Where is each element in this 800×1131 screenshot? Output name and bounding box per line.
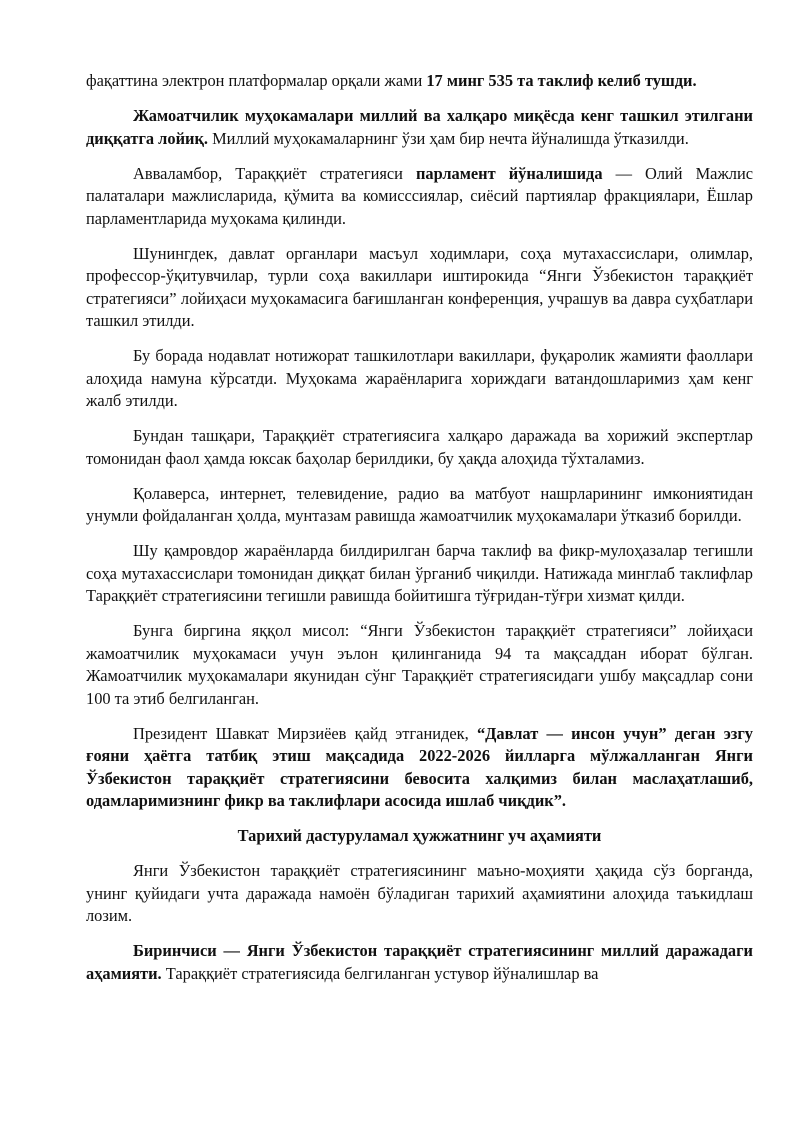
paragraph-6: Бундан ташқари, Тараққиёт стратегиясига халқаро даражада ва хорижий экспертлар томонидан фаол ҳамда юксак баҳолар берилдики, бу ҳақда алоҳида тўхталамиз. xyxy=(86,426,753,468)
paragraph-3-bold: парламент йўналишида xyxy=(415,163,603,183)
paragraph-3 xyxy=(86,163,753,231)
paragraph-10-text: Президент Шавкат Мирзиёев қайд этганидек, xyxy=(133,723,477,743)
paragraph-8: Шу қамровдор жараёнларда билдирилган барча таклиф ва фикр-мулоҳазалар тегишли соҳа мутахассислари томонидан диққат билан ўрганиб чиқилди. Натижада минглаб таклифлар Тараққиёт стратегиясини тегишли равишда бойитишга тўғридан-тўғри хизмат қилди. xyxy=(86,541,753,605)
paragraph-11: Янги Ўзбекистон тараққиёт стратегиясининг маъно-моҳияти ҳақида сўз борганда, унинг қуйидаги учта даражада намоён бўладиган тарихий аҳамиятини алоҳида таъкидлаш лозим. xyxy=(86,861,753,925)
section-heading: Тарихий дастуруламал ҳужжатнинг уч аҳамияти xyxy=(237,826,602,845)
paragraph-12-text: Тараққиёт стратегиясида белгиланган устувор йўналишлар ва xyxy=(161,963,599,983)
paragraph-7: Қолаверса, интернет, телевидение, радио ва матбуот нашрларининг имкониятидан унумли фойдаланган ҳолда, мунтазам равишда жамоатчилик муҳокамалари ўтказиб борилди. xyxy=(86,483,753,525)
paragraph-10-bold-quote: “Давлат — инсон учун” деган эзгу ғояни ҳаётга татбиқ этиш мақсадида 2022-2026 йилларга мўлжалланган Янги Ўзбекистон тараққиёт стратегиясини бевосита халқимиз билан маслаҳатлашиб, одамларимизнинг фикр ва таклифлари асосида ишлаб чиқдик”. xyxy=(86,723,753,810)
paragraph-2-bold: Жамоатчилик муҳокамалари миллий ва халқаро миқёсда кенг ташкил этилгани диққатга лойиқ. xyxy=(86,106,753,148)
paragraph-2-text: Миллий муҳокамаларнинг ўзи ҳам бир нечта йўналишда ўтказилди. xyxy=(208,128,689,148)
paragraph-5: Бу борада нодавлат нотижорат ташкилотлари вакиллари, фуқаролик жамияти фаоллари алоҳида намуна кўрсатди. Муҳокама жараёнларига хориждаги ватандошларимиз ҳам кенг жалб этилди. xyxy=(86,346,753,410)
paragraph-10 xyxy=(86,723,753,813)
paragraph-9: Бунга биргина яққол мисол: “Янги Ўзбекистон тараққиёт стратегияси” лойиҳаси жамоатчилик муҳокамаси учун эълон қилинганида 94 та мақсаддан иборат бўлган. Жамоатчилик муҳокамалари якунидан сўнг Тараққиёт стратегиясидаги ушбу мақсадлар сони 100 та этиб белгиланган. xyxy=(86,621,753,708)
paragraph-1 xyxy=(86,70,753,93)
paragraph-12 xyxy=(86,940,753,985)
paragraph-3-text-start: Авваламбор, Тараққиёт стратегияси xyxy=(133,163,416,183)
paragraph-1-text: фақаттина электрон платформалар орқали жами xyxy=(86,71,427,90)
paragraph-4: Шунингдек, давлат органлари масъул ходимлари, соҳа мутахассислари, олимлар, профессор-ўқитувчилар, турли соҳа вакиллари иштирокида “Янги Ўзбекистон тараққиёт стратегияси” лойиҳаси муҳокамасига бағишланган конференция, учрашув ва давра суҳбатлари ташкил этилди. xyxy=(86,243,753,330)
paragraph-1-bold: 17 минг 535 та таклиф келиб тушди. xyxy=(426,71,697,90)
paragraph-3-text-end: — Олий Мажлис палаталари мажлисларида, қўмита ва комисссиялар, сиёсий партиялар фракциялари, Ёшлар парламентларида муҳокама қилинди. xyxy=(86,163,753,228)
document-page xyxy=(86,70,753,998)
paragraph-2 xyxy=(86,105,753,150)
paragraph-12-bold: Биринчиси — Янги Ўзбекистон тараққиёт стратегиясининг миллий даражадаги аҳамияти. xyxy=(86,941,753,983)
